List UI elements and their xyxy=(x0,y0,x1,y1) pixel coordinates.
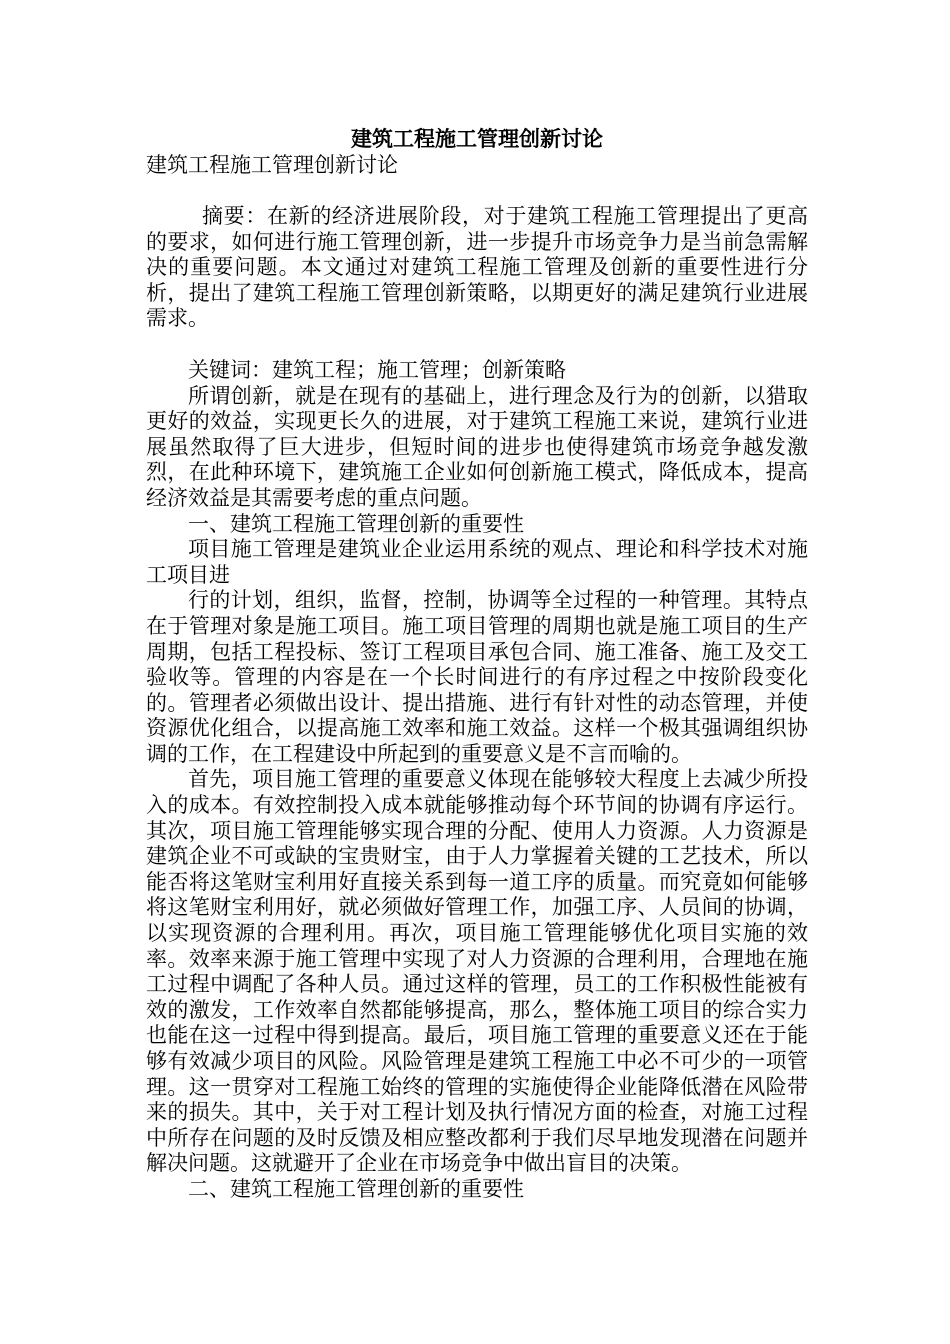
section1-paragraph-1: 项目施工管理是建筑业企业运用系统的观点、理论和科学技术对施工项目进 xyxy=(146,537,808,587)
document-title: 建筑工程施工管理创新讨论 xyxy=(351,126,603,151)
section1-paragraph-2: 行的计划，组织，监督，控制，协调等全过程的一种管理。其特点在于管理对象是施工项目。施工项目管理的周期也就是施工项目的生产周期，包括工程投标、签订工程项目承包合同、施工准备、施工及交工验收等。管理的内容是在一个长时间进行的有序过程之中按阶段变化的。管理者必须做出设计、提出措施、进行有针对性的动态管理，并使资源优化组合，以提高施工效率和施工效益。这样一个极其强调组织协调的工作，在工程建设中所起到的重要意义是不言而喻的。 xyxy=(146,588,808,766)
keywords-line: 关键词：建筑工程；施工管理；创新策略 xyxy=(188,357,566,382)
section-heading-2: 二、建筑工程施工管理创新的重要性 xyxy=(188,1176,524,1201)
section1-paragraph-3: 首先，项目施工管理的重要意义体现在能够较大程度上去减少所投入的成本。有效控制投入成本就能够推动每个环节间的协调有序运行。其次，项目施工管理能够实现合理的分配、使用人力资源。人力资源是建筑企业不可或缺的宝贵财宝，由于人力掌握着关键的工艺技术，所以能否将这笔财宝利用好直接关系到每一道工序的质量。而究竟如何能够将这笔财宝利用好，就必须做好管理工作，加强工序、人员间的协调，以实现资源的合理利用。再次，项目施工管理能够优化项目实施的效率。效率来源于施工管理中实现了对人力资源的合理利用，合理地在施工过程中调配了各种人员。通过这样的管理，员工的工作积极性能被有效的激发，工作效率自然都能够提高，那么，整体施工项目的综合实力也能在这一过程中得到提高。最后，项目施工管理的重要意义还在于能够有效减少项目的风险。风险管理是建筑工程施工中必不可少的一项管理。这一贯穿对工程施工始终的管理的实施使得企业能降低潜在风险带来的损失。其中，关于对工程计划及执行情况方面的检查，对施工过程中所存在问题的及时反馈及相应整改都利于我们尽早地发现潜在问题并解决问题。这就避开了企业在市场竞争中做出盲目的决策。 xyxy=(146,767,808,1176)
blank-line xyxy=(146,178,808,204)
abstract-paragraph: 摘要：在新的经济进展阶段，对于建筑工程施工管理提出了更高的要求，如何进行施工管理创新，进一步提升市场竞争力是当前急需解决的重要问题。本文通过对建筑工程施工管理及创新的重要性进行分析，提出了建筑工程施工管理创新策略，以期更好的满足建筑行业进展需求。 xyxy=(146,204,808,331)
intro-paragraph: 所谓创新，就是在现有的基础上，进行理念及行为的创新，以猎取更好的效益，实现更长久的进展，对于建筑工程施工来说，建筑行业进展虽然取得了巨大进步，但短时间的进步也使得建筑市场竞争越发激烈，在此种环境下，建筑施工企业如何创新施工模式，降低成本，提高经济效益是其需要考虑的重点问题。 xyxy=(146,383,808,510)
section-heading-1: 一、建筑工程施工管理创新的重要性 xyxy=(188,511,524,536)
blank-line xyxy=(146,332,808,358)
document-subtitle: 建筑工程施工管理创新讨论 xyxy=(146,153,398,177)
document-body xyxy=(146,126,808,1203)
